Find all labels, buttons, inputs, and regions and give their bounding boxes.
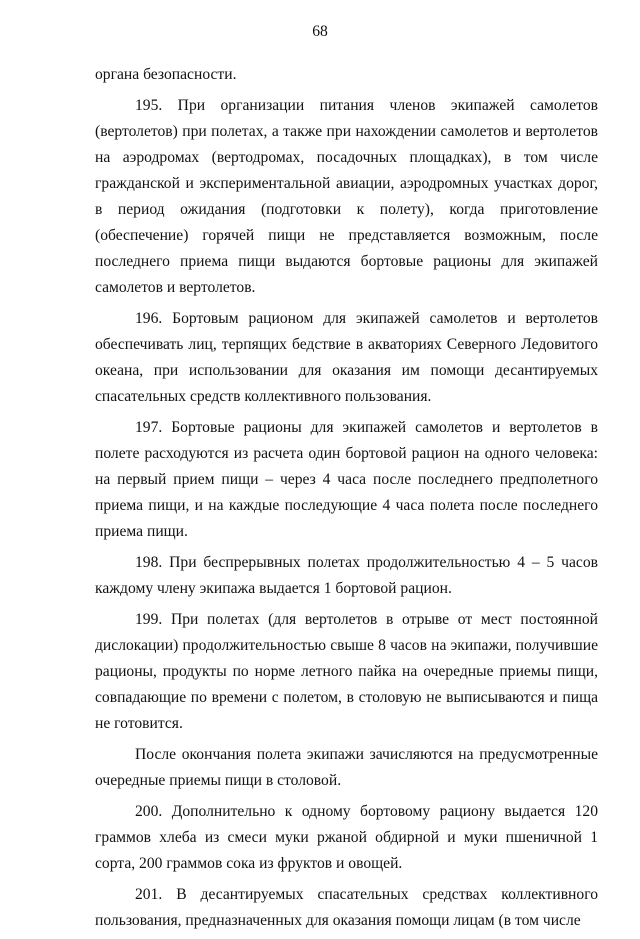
document-body [95,62,598,939]
paragraph-198: 198. При беспрерывных полетах продолжительностью 4 – 5 часов каждому члену экипажа выдается 1 бортовой рацион. [95,554,598,597]
paragraph-195: 195. При организации питания членов экипажей самолетов (вертолетов) при полетах, а также при нахождении самолетов и вертолетов на аэродромах (вертодромах, посадочных площадках), в том числе гражданской и экспериментальной авиации, аэродромных участках дорог, в период ожидания (подготовки к полету), когда приготовление (обеспечение) горячей пищи не представляется возможным, после последнего приема пищи выдаются бортовые рационы для экипажей самолетов и вертолетов. [95,97,598,296]
paragraph-196: 196. Бортовым рационом для экипажей самолетов и вертолетов обеспечивать лиц, терпящих бедствие в акваториях Северного Ледовитого океана, при использовании для оказания им помощи десантируемых спасательных средств коллективного пользования. [95,310,598,405]
paragraph-197: 197. Бортовые рационы для экипажей самолетов и вертолетов в полете расходуются из расчета один бортовой рацион на одного человека: на первый прием пищи – через 4 часа после последнего предполетного приема пищи, и на каждые последующие 4 часа полета после последнего приема пищи. [95,419,598,540]
paragraph-continuation: органа безопасности. [95,66,237,83]
paragraph-199: 199. При полетах (для вертолетов в отрыве от мест постоянной дислокации) продолжительностью свыше 8 часов на экипажи, получившие рационы, продукты по норме летного пайка на очередные приемы пищи, совпадающие по времени с полетом, в столовую не выписываются и пища не готовится. [95,611,598,732]
page-number: 68 [312,23,328,40]
paragraph-201: 201. В десантируемых спасательных средствах коллективного пользования, предназначенных для оказания помощи лицам (в том числе [95,886,598,929]
paragraph-199-continued: После окончания полета экипажи зачисляются на предусмотренные очередные приемы пищи в столовой. [95,746,598,789]
paragraph-200: 200. Дополнительно к одному бортовому рациону выдается 120 граммов хлеба из смеси муки ржаной обдирной и муки пшеничной 1 сорта, 200 граммов сока из фруктов и овощей. [95,803,598,872]
